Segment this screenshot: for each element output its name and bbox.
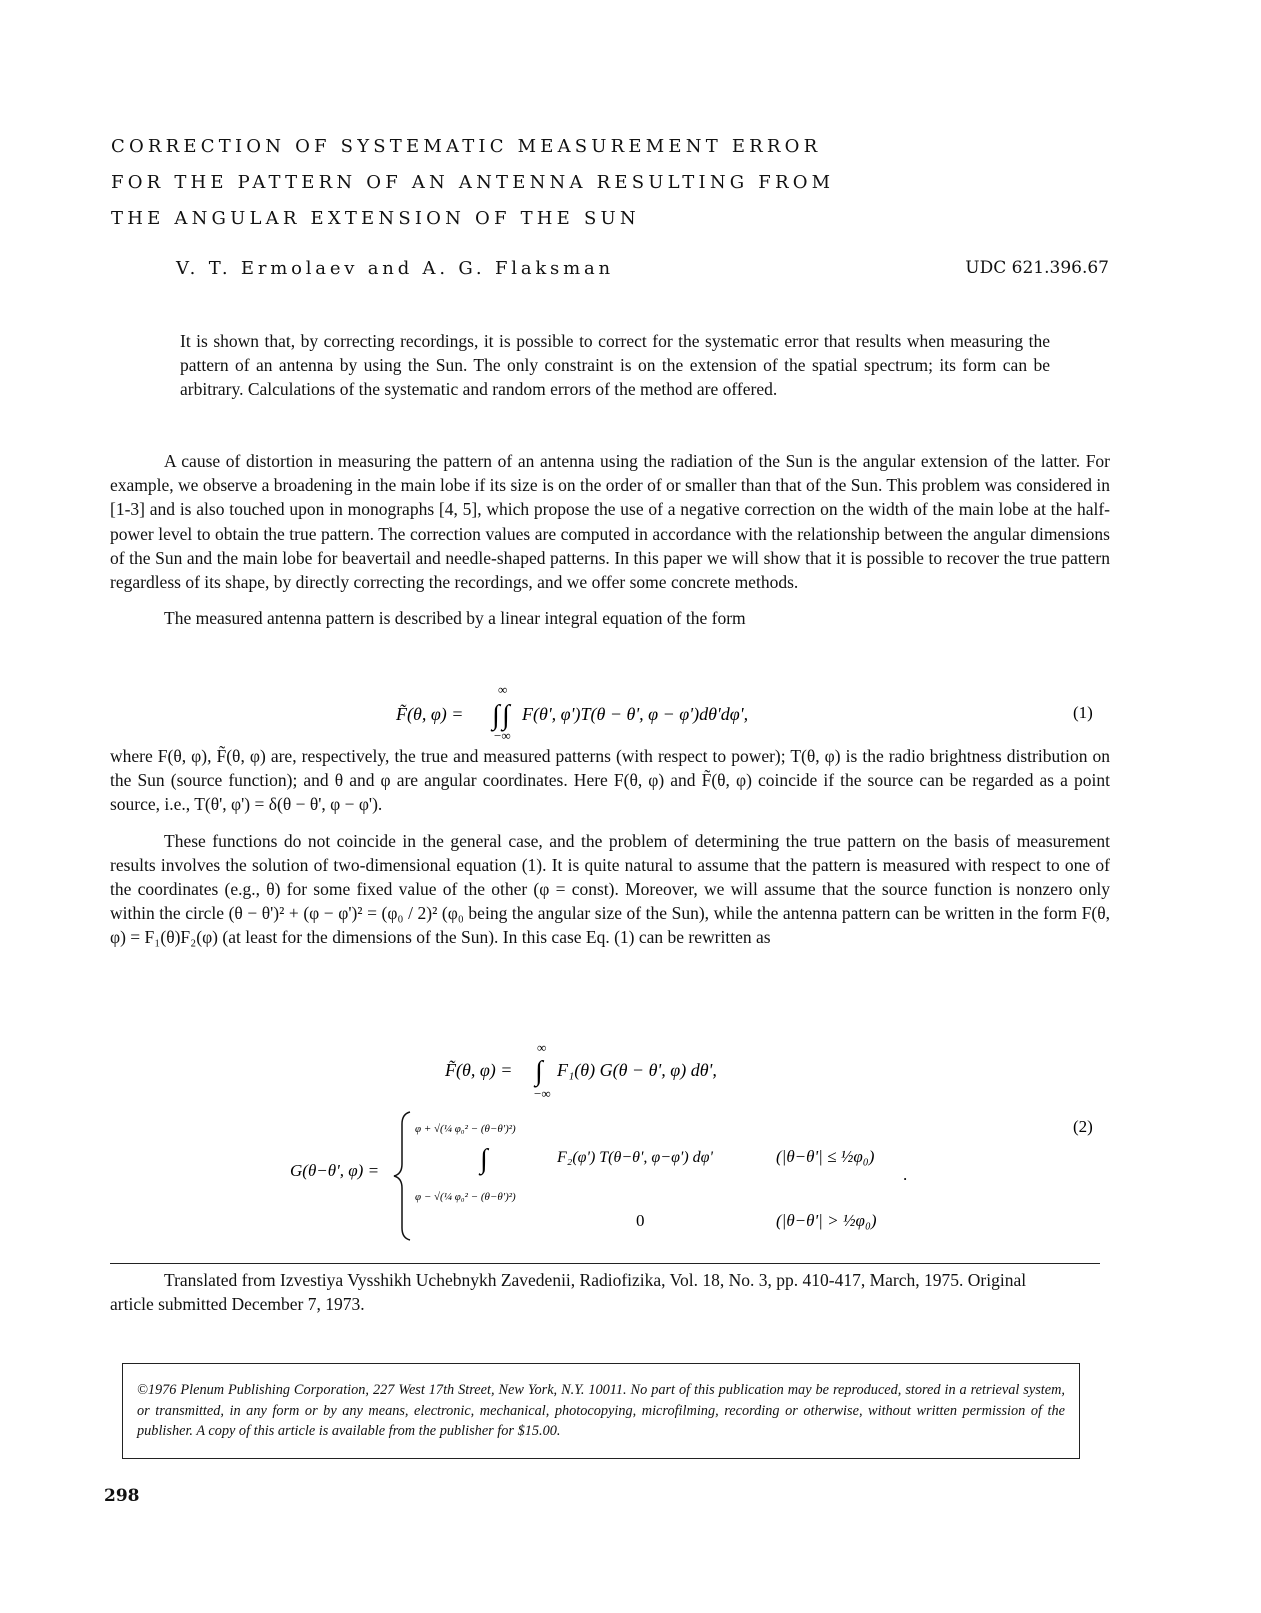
copyright-text: ©1976 Plenum Publishing Corporation, 227 West 17th Street, New York, N.Y. 10011. No part of this publication may be reproduced, stored in a retrieval system, or transmitted, in any form or by any means, electronic, mechanical, photocopying, microfilming, recording or otherwise, without written permission of the publisher. A copy of this article is available from the publisher for $15.00. [137, 1382, 1065, 1439]
copyright-box [122, 1363, 1080, 1459]
equation-2 [0, 1040, 1261, 1250]
title-line-1: CORRECTION OF SYSTEMATIC MEASUREMENT ERROR [111, 136, 822, 157]
footnote [110, 1268, 1070, 1316]
eq2-lhs: F̃(θ, φ) = [445, 1060, 513, 1080]
paragraph-3: where F(θ, φ), F̃(θ, φ) are, respectively, the true and measured patterns (with respect to power); T(θ, φ) is the radio brightness distribution on the Sun (source function); and θ and φ are angular coordinates. Here F(θ, φ) and F̃(θ, φ) coincide if the source can be regarded as a point source, i.e., T(θ', φ') = δ(θ − θ', φ − φ'). [110, 746, 1110, 815]
eq2-integrand: F₁(θ) G(θ − θ', φ) dθ', [557, 1060, 717, 1080]
footnote-text: Translated from Izvestiya Vysshikh Uchebnykh Zavedenii, Radiofizika, Vol. 18, No. 3, pp. 410-417, March, 1975. Original article submitted December 7, 1973. [110, 1270, 1027, 1314]
g-period: . [903, 1165, 908, 1184]
piecewise-brace [394, 1112, 410, 1240]
eq1-lower-limit: −∞ [494, 728, 511, 742]
title-line-3: THE ANGULAR EXTENSION OF THE SUN [111, 208, 640, 229]
abstract-text: It is shown that, by correcting recordings, it is possible to correct for the systematic error that results when measuring the pattern of an antenna by using the Sun. The only constraint is on the extension of the spatial spectrum; its form can be arbitrary. Calculations of the systematic and random errors of the method are offered. [180, 331, 1050, 399]
g-zero: 0 [636, 1211, 645, 1230]
g-integral-sign: ∫ [480, 1144, 488, 1175]
eq1-upper-limit: ∞ [498, 686, 508, 697]
udc-code: UDC 621.396.67 [965, 258, 1109, 278]
paragraph-2: The measured antenna pattern is described by a linear integral equation of the form [164, 608, 746, 629]
eq1-integral-sign-a: ∫ [492, 700, 500, 731]
title-line-2: FOR THE PATTERN OF AN ANTENNA RESULTING FROM [111, 172, 835, 193]
eq1-number: (1) [1073, 703, 1093, 722]
footnote-rule [110, 1263, 1100, 1264]
page-number: 298 [104, 1486, 140, 1506]
g-lhs: G(θ−θ', φ) = [290, 1161, 380, 1180]
eq1-integrand: F(θ', φ')T(θ − θ', φ − φ')dθ'dφ', [522, 704, 749, 724]
g-upper-limit: φ + √(¼ φ₀² − (θ−θ')²) [415, 1123, 516, 1135]
eq1-lhs: F̃(θ, φ) = [396, 704, 464, 724]
eq2-lower-limit: −∞ [534, 1086, 551, 1101]
eq2-number: (2) [1073, 1117, 1093, 1136]
paragraph-1: A cause of distortion in measuring the pattern of an antenna using the radiation of the Sun is the angular extension of the latter. For example, we observe a broadening in the main lobe if its size is on the order of or smaller than that of the Sun. This problem was considered in [1-3] and is also touched upon in monographs [4, 5], which propose the use of a negative correction on the width of the main lobe at the half-power level to obtain the true pattern. The correction values are computed in accordance with the relationship between the angular dimensions of the Sun and the main lobe for beavertail and needle-shaped patterns. In this paper we will show that it is possible to recover the true pattern regardless of its shape, by directly correcting the recordings, and we offer some concrete methods. [110, 451, 1110, 593]
equation-1 [0, 686, 1261, 742]
eq2-integral-sign: ∫ [535, 1056, 543, 1087]
g-integrand: F₂(φ') T(θ−θ', φ−φ') dφ' [557, 1149, 713, 1166]
eq2-upper-limit: ∞ [537, 1040, 547, 1055]
g-condition-2: (|θ−θ'| > ½φ₀) [776, 1211, 877, 1230]
g-condition-1: (|θ−θ'| ≤ ½φ₀) [776, 1147, 875, 1166]
paragraph-4: These functions do not coincide in the general case, and the problem of determining the true pattern on the basis of measurement results involves the solution of two-dimensional equation (1). It is quite natural to assume that the pattern is measured with respect to one of the coordinates (e.g., θ) for some fixed value of the other (φ = const). Moreover, we will assume that the source function is nonzero only within the circle (θ − θ')² + (φ − φ')² = (φ₀ / 2)² (φ₀ being the angular size of the Sun), while the antenna pattern can be written in the form F(θ, φ) = F₁(θ)F₂(φ) (at least for the dimensions of the Sun). In this case Eq. (1) can be rewritten as [110, 830, 1110, 948]
authors: V. T. Ermolaev and A. G. Flaksman [176, 258, 614, 279]
eq1-integral-sign-b: ∫ [502, 700, 510, 731]
body-section-1 [110, 449, 1110, 630]
abstract [180, 329, 1050, 401]
body-section-2 [110, 744, 1110, 950]
g-lower-limit: φ − √(¼ φ₀² − (θ−θ')²) [415, 1191, 516, 1203]
